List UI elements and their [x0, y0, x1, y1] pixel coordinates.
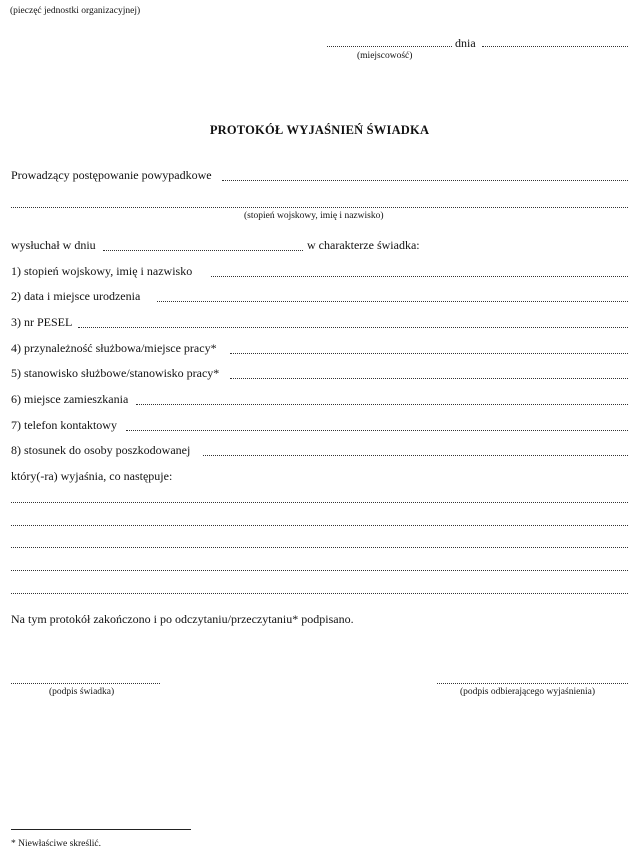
witness-signature-line[interactable]: [11, 683, 160, 684]
page-title: PROTOKÓŁ WYJAŚNIEŃ ŚWIADKA: [209, 123, 430, 137]
explanation-line-2[interactable]: [11, 525, 628, 526]
explanation-line-5[interactable]: [11, 593, 628, 594]
field-line-8[interactable]: [203, 455, 628, 456]
footnote-divider: [11, 829, 191, 830]
footnote: * Niewłaściwe skreślić.: [11, 839, 101, 849]
receiver-signature-caption: (podpis odbierającego wyjaśnienia): [460, 687, 596, 697]
field-label-1: 1) stopień wojskowy, imię i nazwisko: [11, 264, 193, 278]
stamp-caption: (pieczęć jednostki organizacyjnej): [10, 6, 141, 16]
field-label-6: 6) miejsce zamieszkania: [11, 392, 129, 406]
conductor-field[interactable]: [222, 180, 628, 181]
explains-label: który(-ra) wyjaśnia, co następuje:: [11, 469, 173, 483]
explanation-line-4[interactable]: [11, 570, 628, 571]
field-line-4[interactable]: [230, 353, 628, 354]
heard-on-date-field[interactable]: [103, 250, 303, 251]
place-field[interactable]: [327, 46, 452, 47]
place-caption: (miejscowość): [357, 51, 413, 61]
date-field[interactable]: [482, 46, 628, 47]
field-line-2[interactable]: [157, 301, 628, 302]
field-label-2: 2) data i miejsce urodzenia: [11, 289, 141, 303]
field-line-7[interactable]: [126, 430, 628, 431]
field-label-4: 4) przynależność służbowa/miejsce pracy*: [11, 341, 217, 355]
conductor-field-continued[interactable]: [11, 207, 628, 208]
field-label-7: 7) telefon kontaktowy: [11, 418, 117, 432]
closing-text: Na tym protokół zakończono i po odczytaniu/przeczytaniu* podpisano.: [11, 612, 354, 626]
receiver-signature-line[interactable]: [437, 683, 628, 684]
field-label-8: 8) stosunek do osoby poszkodowanej: [11, 443, 191, 457]
date-label: dnia: [455, 36, 476, 50]
heard-on-label: wysłuchał w dniu: [11, 238, 96, 252]
conductor-caption: (stopień wojskowy, imię i nazwisko): [244, 211, 384, 221]
explanation-line-3[interactable]: [11, 547, 628, 548]
witness-signature-caption: (podpis świadka): [49, 687, 115, 697]
field-line-5[interactable]: [230, 378, 628, 379]
field-label-3: 3) nr PESEL: [11, 315, 73, 329]
field-line-6[interactable]: [136, 404, 628, 405]
as-witness-label: w charakterze świadka:: [307, 238, 420, 252]
explanation-line-1[interactable]: [11, 502, 628, 503]
field-label-5: 5) stanowisko służbowe/stanowisko pracy*: [11, 366, 220, 380]
field-line-3[interactable]: [78, 327, 628, 328]
field-line-1[interactable]: [211, 276, 628, 277]
conductor-label: Prowadzący postępowanie powypadkowe: [11, 168, 212, 182]
